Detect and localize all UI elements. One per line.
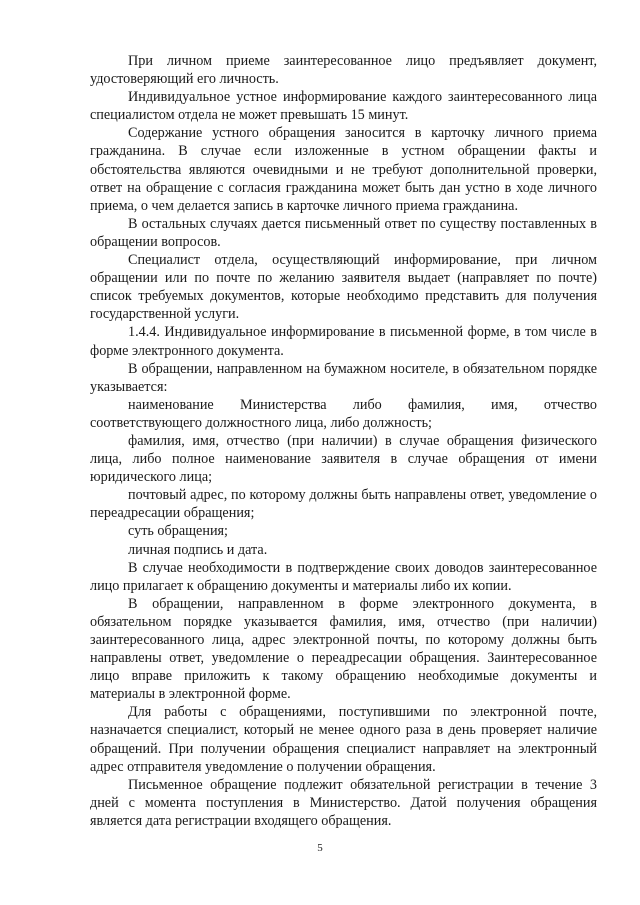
paragraph: Специалист отдела, осуществляющий информирование, при личном обращении или по почте по желанию заявителя выдает (направляет по почте) список требуемых документов, которые необходимо представить для получения государственной услуги.	[90, 252, 597, 323]
body-text	[90, 52, 597, 830]
paragraph: Письменное обращение подлежит обязательной регистрации в течение 3 дней с момента поступления в Министерство. Датой получения обращения является дата регистрации входящего обращения.	[90, 776, 597, 829]
paragraph: В обращении, направленном в форме электронного документа, в обязательном порядке указывается фамилия, имя, отчество (при наличии) заинтересованного лица, адрес электронной почты, по которому должны быть направлены ответ, уведомление о переадресации обращения. Заинтересованное лицо вправе приложить к такому обращению необходимые документы и материалы в электронной форме.	[90, 595, 597, 703]
paragraph: личная подпись и дата.	[128, 541, 268, 558]
paragraph: В остальных случаях дается письменный ответ по существу поставленных в обращении вопросов.	[90, 215, 597, 250]
paragraph: При личном приеме заинтересованное лицо предъявляет документ, удостоверяющий его личность.	[90, 53, 597, 88]
paragraph: фамилия, имя, отчество (при наличии) в случае обращения физического лица, либо полное наименование заявителя в случае обращения от имени юридического лица;	[90, 432, 597, 486]
paragraph: В обращении, направленном на бумажном носителе, в обязательном порядке указывается:	[90, 360, 597, 395]
paragraph: Индивидуальное устное информирование каждого заинтересованного лица специалистом отдела не может превышать 15 минут.	[90, 89, 597, 124]
paragraph: почтовый адрес, по которому должны быть направлены ответ, уведомление о переадресации обращения;	[90, 487, 597, 522]
paragraph: 1.4.4. Индивидуальное информирование в письменной форме, в том числе в форме электронного документа.	[90, 324, 597, 359]
paragraph: суть обращения;	[128, 523, 228, 540]
paragraph: В случае необходимости в подтверждение своих доводов заинтересованное лицо прилагает к обращению документы и материалы либо их копии.	[90, 559, 597, 594]
paragraph: Содержание устного обращения заносится в карточку личного приема гражданина. В случае если изложенные в устном обращении факты и обстоятельства являются очевидными и не требуют дополнительной проверки, ответ на обращение с согласия гражданина может быть дан устно в ходе личного приема, о чем делается запись в карточке личного приема гражданина.	[90, 125, 597, 214]
paragraph: наименование Министерства либо фамилия, имя, отчество соответствующего должностного лица, либо должность;	[90, 396, 597, 431]
page-number: 5	[317, 842, 323, 854]
paragraph: Для работы с обращениями, поступившими по электронной почте, назначается специалист, который не менее одного раза в день проверяет наличие обращений. При получении обращения специалист направляет на электронный адрес отправителя уведомление о получении обращения.	[90, 704, 597, 775]
